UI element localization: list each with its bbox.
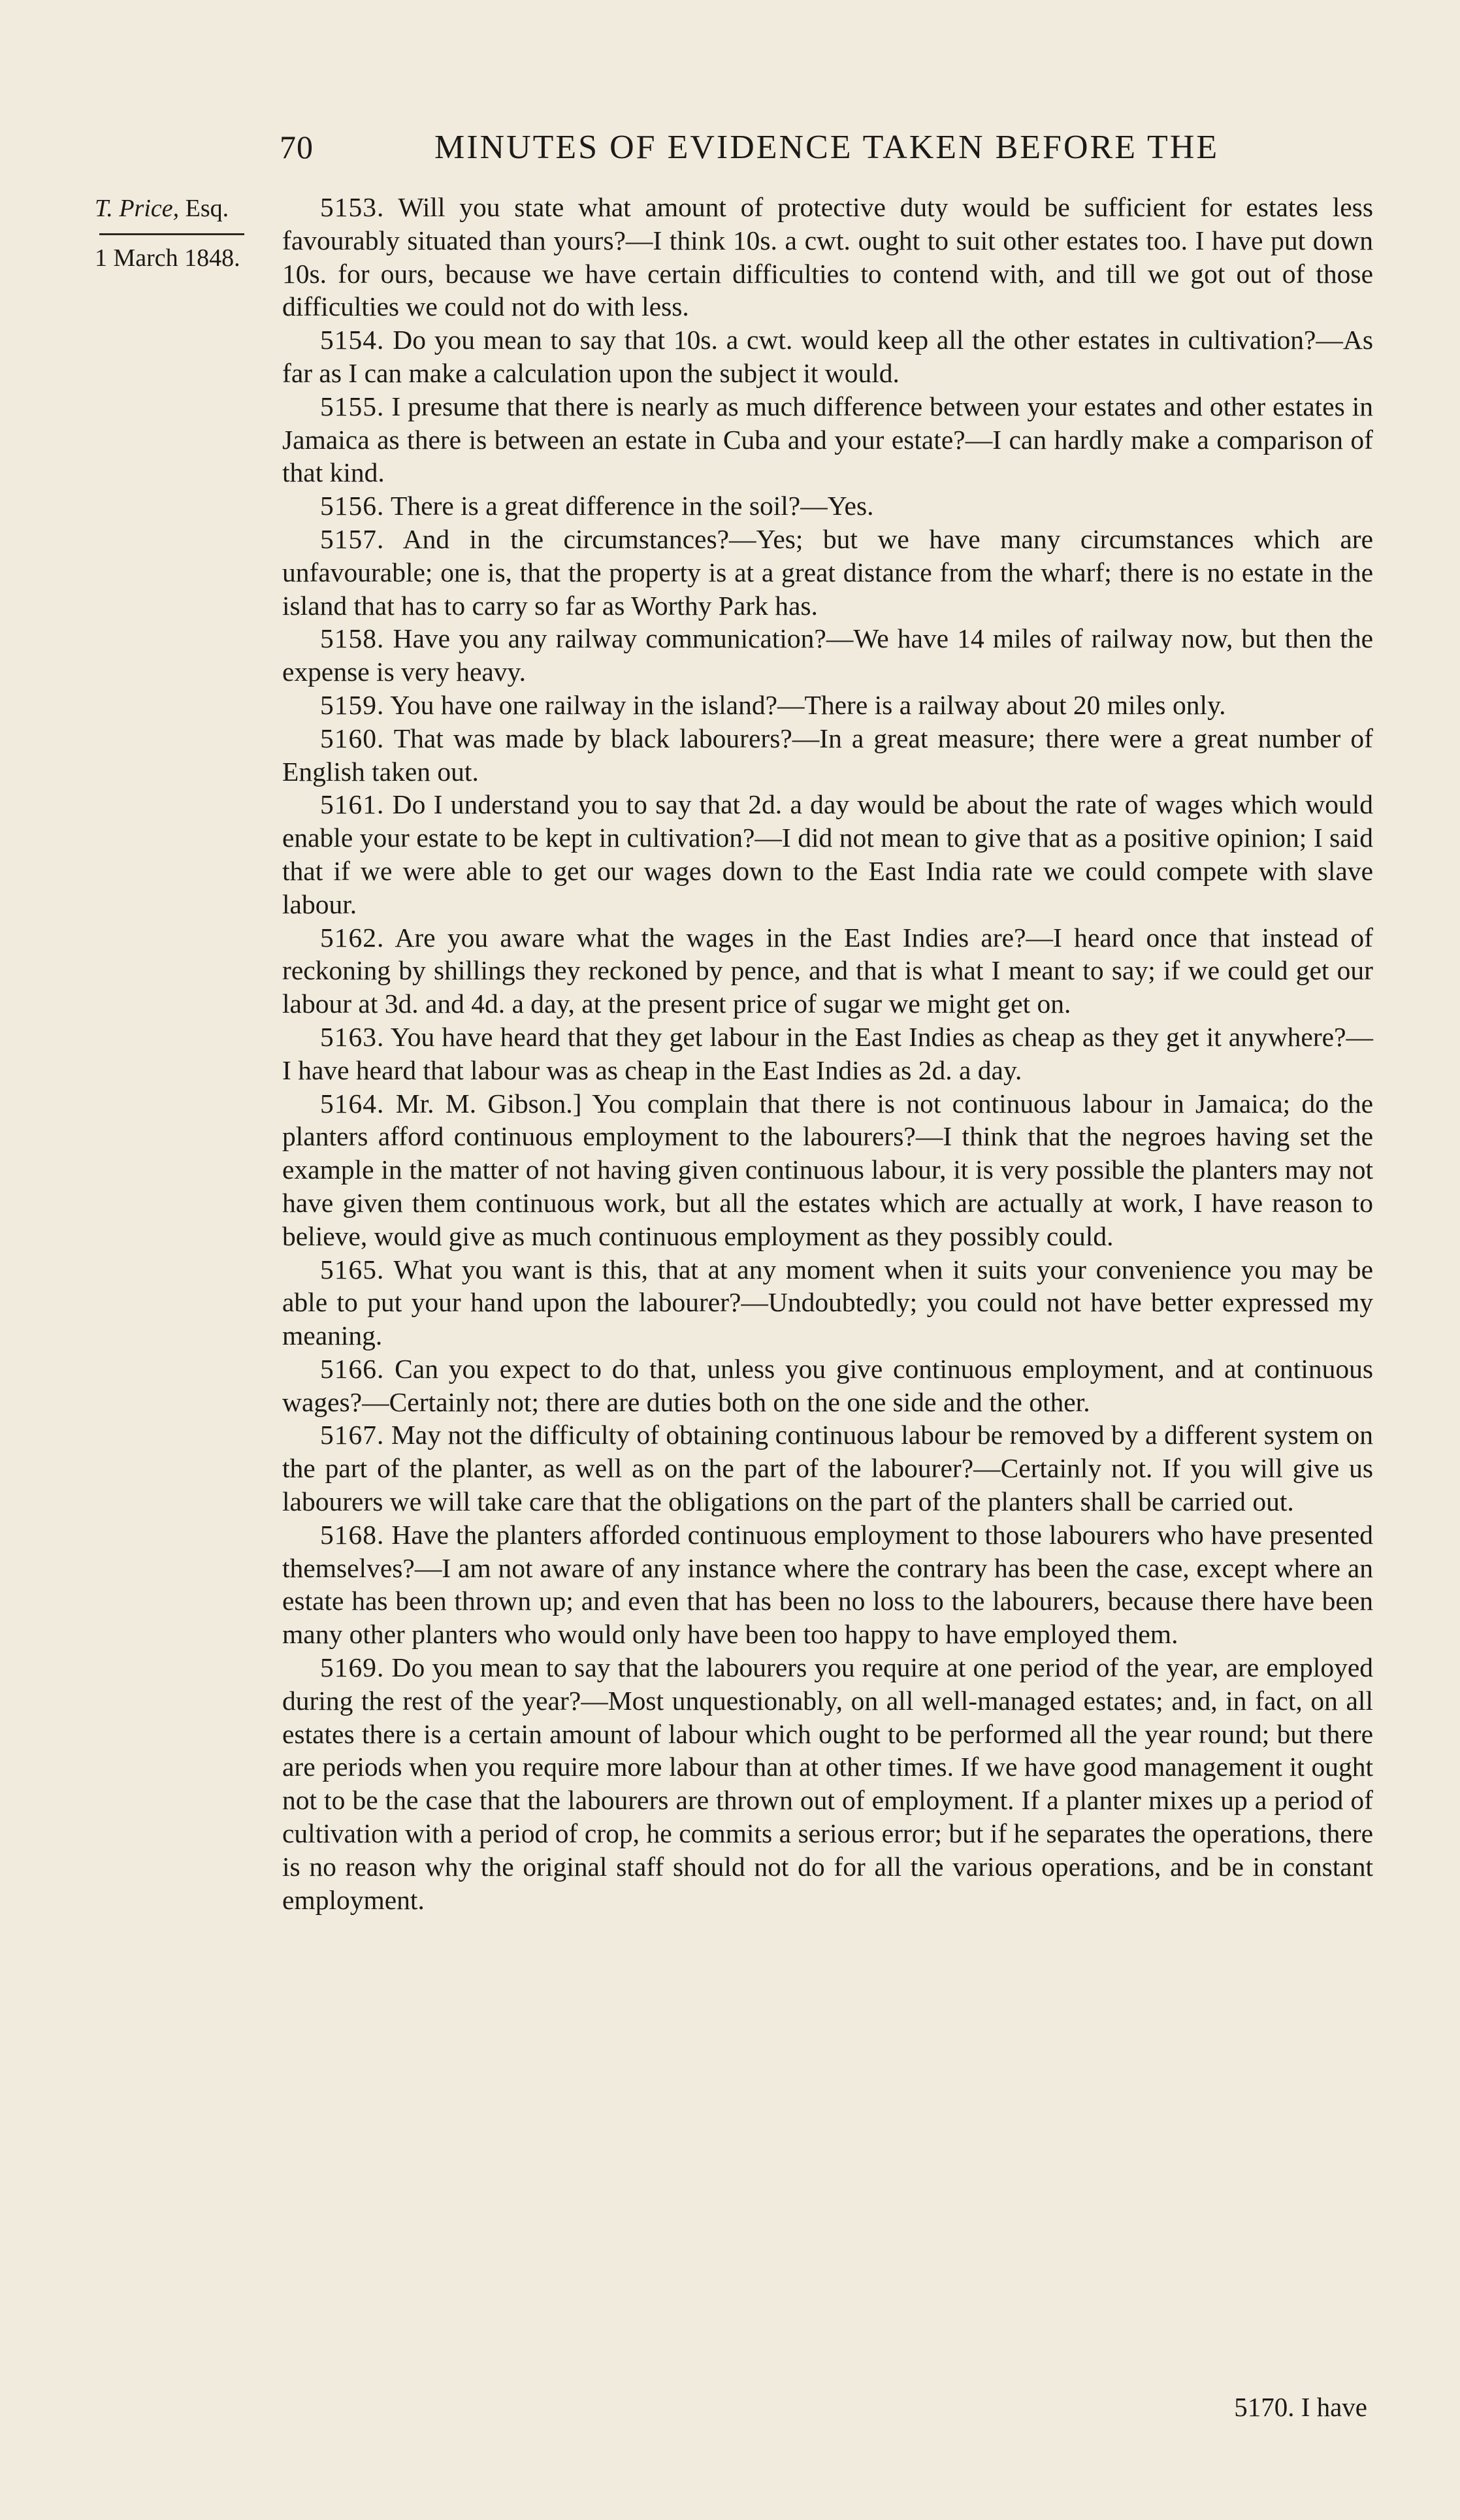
question-text: Do you mean to say that 10s. a cwt. would keep all the other estates in cultivation?—As far as I can make a calculation upon the subject it would. xyxy=(282,325,1373,388)
question-text: Do you mean to say that the labourers you require at one period of the year, are employed during the rest of the year?—Most unquestionably, on all well-managed estates; and, in fact, on all estates there is a certain amount of labour which ought to be performed all the year round; but there are periods when you require more labour than at other times. If we have good management it ought not to be the case that the labourers are thrown out of employment. If a planter mixes up a period of cultivation with a period of crop, he commits a serious error; but if he separates the operations, there is no reason why the original staff should not do for all the various operations, and be in constant employment. xyxy=(282,1652,1373,1915)
question-text: Do I understand you to say that 2d. a day would be about the rate of wages which would enable your estate to be kept in cultivation?—I did not mean to give that as a positive opinion; I said that if we were able to get our wages down to the East India rate we could compete with slave labour. xyxy=(282,789,1373,919)
body-text xyxy=(282,191,1373,1916)
question-number: 5156. xyxy=(320,491,385,521)
paragraph-5165 xyxy=(282,1253,1373,1352)
question-number: 5165. xyxy=(320,1254,385,1285)
paragraph-5153 xyxy=(282,191,1373,323)
question-number: 5163. xyxy=(320,1021,385,1052)
question-number: 5154. xyxy=(320,325,385,355)
paragraph-5158 xyxy=(282,622,1373,689)
question-number: 5168. xyxy=(320,1519,385,1550)
question-text: I presume that there is nearly as much difference between your estates and other estates in Jamaica as there is between an estate in Cuba and your estate?—I can hardly make a comparison of that kind. xyxy=(282,391,1373,488)
margin-witness xyxy=(95,193,251,223)
paragraph-5162 xyxy=(282,921,1373,1021)
paragraph-5167 xyxy=(282,1418,1373,1518)
question-number: 5169. xyxy=(320,1652,385,1683)
paragraph-5154 xyxy=(282,323,1373,390)
margin-rule xyxy=(99,233,244,235)
question-number: 5160. xyxy=(320,723,385,753)
page-number: 70 xyxy=(280,129,314,165)
question-text: You have one railway in the island?—There is a railway about 20 miles only. xyxy=(390,689,1226,720)
question-text: May not the difficulty of obtaining continuous labour be removed by a different system on the part of the planter, as well as on the part of the labourer?—Certainly not. If you will give us labourers we will take care that the obligations on the part of the planters shall be carried out. xyxy=(282,1420,1373,1517)
paragraph-5156 xyxy=(282,489,1373,523)
question-number: 5161. xyxy=(320,789,385,820)
question-number: 5159. xyxy=(320,689,385,720)
paragraph-5164 xyxy=(282,1087,1373,1253)
paragraph-5163 xyxy=(282,1021,1373,1087)
question-number: 5157. xyxy=(320,523,385,554)
question-number: 5164. xyxy=(320,1088,385,1119)
paragraph-5155 xyxy=(282,390,1373,489)
question-text: Will you state what amount of protective duty would be sufficient for estates less favourably situated than yours?—I think 10s. a cwt. ought to suit other estates too. I have put down 10s. for ours, because we have certain difficulties to contend with, and till we got out of those difficulties we could not do with less. xyxy=(282,192,1373,322)
question-number: 5166. xyxy=(320,1353,385,1384)
question-text: Mr. M. Gibson.] You complain that there is not continuous labour in Jamaica; do the planters afford continuous employment to the labourers?—I think that the negroes having set the example in the matter of not having given continuous labour, it is very possible the planters may not have given them continuous work, but all the estates which are actually at work, I have reason to believe, would give as much continuous employment as they possibly could. xyxy=(282,1088,1374,1251)
witness-suffix: Esq. xyxy=(179,195,229,222)
question-text: Have the planters afforded continuous employment to those labourers who have presented themselves?—I am not aware of any instance where the contrary has been the case, except where an estate has been thrown up; and even that has been no loss to the labourers, because there have been many other planters who would only have been too happy to have employed them. xyxy=(282,1519,1374,1650)
paragraph-5159 xyxy=(282,689,1373,722)
question-number: 5167. xyxy=(320,1420,385,1450)
witness-name: T. Price, xyxy=(95,195,180,222)
question-text: That was made by black labourers?—In a great measure; there were a great number of English taken out. xyxy=(282,723,1373,787)
question-number: 5158. xyxy=(320,623,385,654)
paragraph-5166 xyxy=(282,1352,1373,1419)
paragraph-5160 xyxy=(282,722,1373,789)
paragraph-5161 xyxy=(282,788,1373,921)
question-number: 5162. xyxy=(320,922,385,953)
catchword: 5170. I have xyxy=(1234,2392,1367,2422)
question-number: 5155. xyxy=(320,391,385,421)
running-head: MINUTES OF EVIDENCE TAKEN BEFORE THE xyxy=(434,129,1220,166)
paragraph-5157 xyxy=(282,523,1373,622)
question-text: Are you aware what the wages in the East Indies are?—I heard once that instead of reckoning by shillings they reckoned by pence, and that is what I meant to say; if we could get our labour at 3d. and 4d. a day, at the present price of sugar we might get on. xyxy=(282,922,1373,1019)
paragraph-5168 xyxy=(282,1518,1373,1651)
question-text: Have you any railway communication?—We have 14 miles of railway now, but then the expense is very heavy. xyxy=(282,623,1374,687)
paragraph-5169 xyxy=(282,1651,1373,1916)
question-text: What you want is this, that at any moment when it suits your convenience you may be able to put your hand upon the labourer?—Undoubtedly; you could not have better expressed my meaning. xyxy=(282,1254,1373,1351)
question-text: Can you expect to do that, unless you give continuous employment, and at continuous wages?—Certainly not; there are duties both on the one side and the other. xyxy=(282,1353,1374,1417)
margin-date: 1 March 1848. xyxy=(95,244,240,272)
question-text: You have heard that they get labour in the East Indies as cheap as they get it anywhere?—I have heard that labour was as cheap in the East Indies as 2d. a day. xyxy=(282,1021,1374,1085)
question-text: And in the circumstances?—Yes; but we have many circumstances which are unfavourable; one is, that the property is at a great distance from the wharf; there is no estate in the island that has to carry so far as Worthy Park has. xyxy=(282,523,1373,621)
question-number: 5153. xyxy=(320,192,385,222)
question-text: There is a great difference in the soil?—Yes. xyxy=(391,491,874,521)
